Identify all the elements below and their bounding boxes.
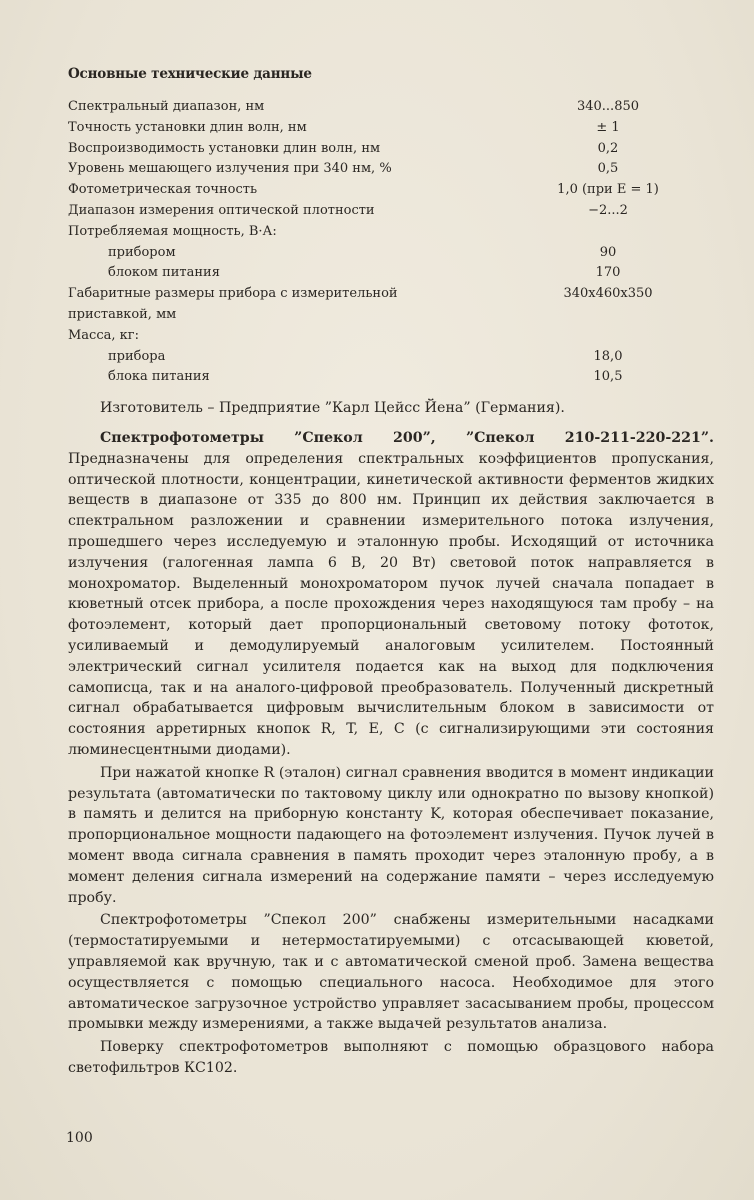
spec-value [528, 326, 688, 347]
spec-row [68, 139, 708, 160]
spec-label: Диапазон измерения оптической плотности [68, 202, 375, 218]
spec-label: Воспроизводимость установки длин волн, нм [68, 140, 381, 156]
section-heading: Основные технические данные [68, 66, 312, 82]
spec-row [68, 118, 708, 139]
spec-label: блока питания [108, 369, 210, 385]
spec-value: 340x460x350 [563, 286, 653, 302]
spec-row [68, 347, 708, 368]
spec-value: 18,0 [593, 348, 623, 364]
paragraph [68, 428, 714, 761]
spec-label: Точность установки длин волн, нм [68, 119, 307, 135]
spec-row [68, 284, 708, 326]
manufacturer-line: Изготовитель – Предприятие ”Карл Цейсс Йена” (Германия). [100, 400, 565, 416]
page-number: 100 [66, 1130, 93, 1146]
spec-row [68, 367, 708, 388]
body-text [68, 428, 714, 1081]
spec-label: блоком питания [108, 265, 220, 281]
spec-label: Потребляемая мощность, В·А: [68, 223, 277, 239]
spec-label: Масса, кг: [68, 327, 139, 343]
spec-row [68, 201, 708, 222]
spec-value: ± 1 [596, 119, 620, 135]
spec-table [68, 97, 708, 388]
spec-row [68, 159, 708, 180]
spec-value: 170 [595, 265, 621, 281]
spec-row [68, 180, 708, 201]
spec-value: 340...850 [576, 99, 640, 114]
spec-value [528, 222, 688, 243]
spec-row [68, 326, 708, 347]
spec-row [68, 263, 708, 284]
spec-label: Уровень мешающего излучения при 340 нм, % [68, 161, 392, 177]
paragraph: При нажатой кнопке R (эталон) сигнал сравнения вводится в момент индикации результата (автоматически по тактовому циклу или однократно по вызову кнопкой) в память и делится на приборную константу K, которая обеспечивает показание, пропорциональное мощности падающего на фотоэлемент излучения. Пучок лучей в момент ввода сигнала сравнения в память проходит через эталонную пробу, а в момент деления сигнала измерений на содержание памяти – через исследуемую пробу. [68, 764, 714, 906]
spec-label: Спектральный диапазон, нм [68, 99, 265, 114]
spec-value: 0,2 [597, 140, 619, 156]
spec-label: Фотометрическая точность [68, 182, 258, 198]
spec-value: 0,5 [597, 161, 619, 177]
spec-value: 10,5 [593, 369, 623, 385]
spec-row [68, 243, 708, 264]
spec-value: −2...2 [588, 202, 628, 218]
paragraph: Поверку спектрофотометров выполняют с помощью образцового набора светофильтров КС102. [68, 1039, 714, 1076]
spec-label: прибора [108, 348, 166, 364]
spec-row [68, 222, 708, 243]
product-title: Спектрофотометры ”Спекол 200”, ”Спекол 210-211-220-221”. [100, 430, 714, 446]
spec-label: Габаритные размеры прибора с измерительной приставкой, мм [68, 286, 398, 322]
spec-row [68, 97, 708, 118]
paragraph-text: Предназначены для определения спектральных коэффициентов пропускания, оптической плотности, концентрации, кинетической активности ферментов жидких веществ в диапазоне от 335 до 800 нм. Принцип их действия заключается в спектральном разложении и сравнении измерительного потока излучения, прошедшего через исследуемую и эталонную пробы. Исходящий от источника излучения (галогенная лампа 6 В, 20 Вт) световой поток направляется в монохроматор. Выделенный монохроматором пучок лучей сначала попадает в кюветный отсек прибора, а после прохождения через находящуюся там пробу – на фотоэлемент, который дает пропорциональный световому потоку фототок, усиливаемый и демодулируемый аналоговым усилителем. Постоянный электрический сигнал усилителя подается как на выход для подключения самописца, так и на аналого-цифровой преобразователь. Полученный дискретный сигнал обрабатывается цифровым вычислительным блоком в зависимости от состояния арретирных кнопок R, T, E, C (с сигнализирующими эти состояния люминесцентными диодами). [68, 450, 714, 758]
spec-value: 1,0 (при E = 1) [557, 182, 659, 198]
paragraph: Спектрофотометры ”Спекол 200” снабжены измерительными насадками (термостатируемыми и нетермостатируемыми) с отсасывающей кюветой, управляемой как вручную, так и с автоматической сменой проб. Замена вещества осуществляется с помощью специального насоса. Необходимое для этого автоматическое загрузочное устройство управляет засасыванием пробы, процессом промывки между измерениями, а также выдачей результатов анализа. [68, 912, 714, 1033]
spec-value: 90 [599, 244, 617, 260]
spec-label: прибором [108, 244, 176, 260]
